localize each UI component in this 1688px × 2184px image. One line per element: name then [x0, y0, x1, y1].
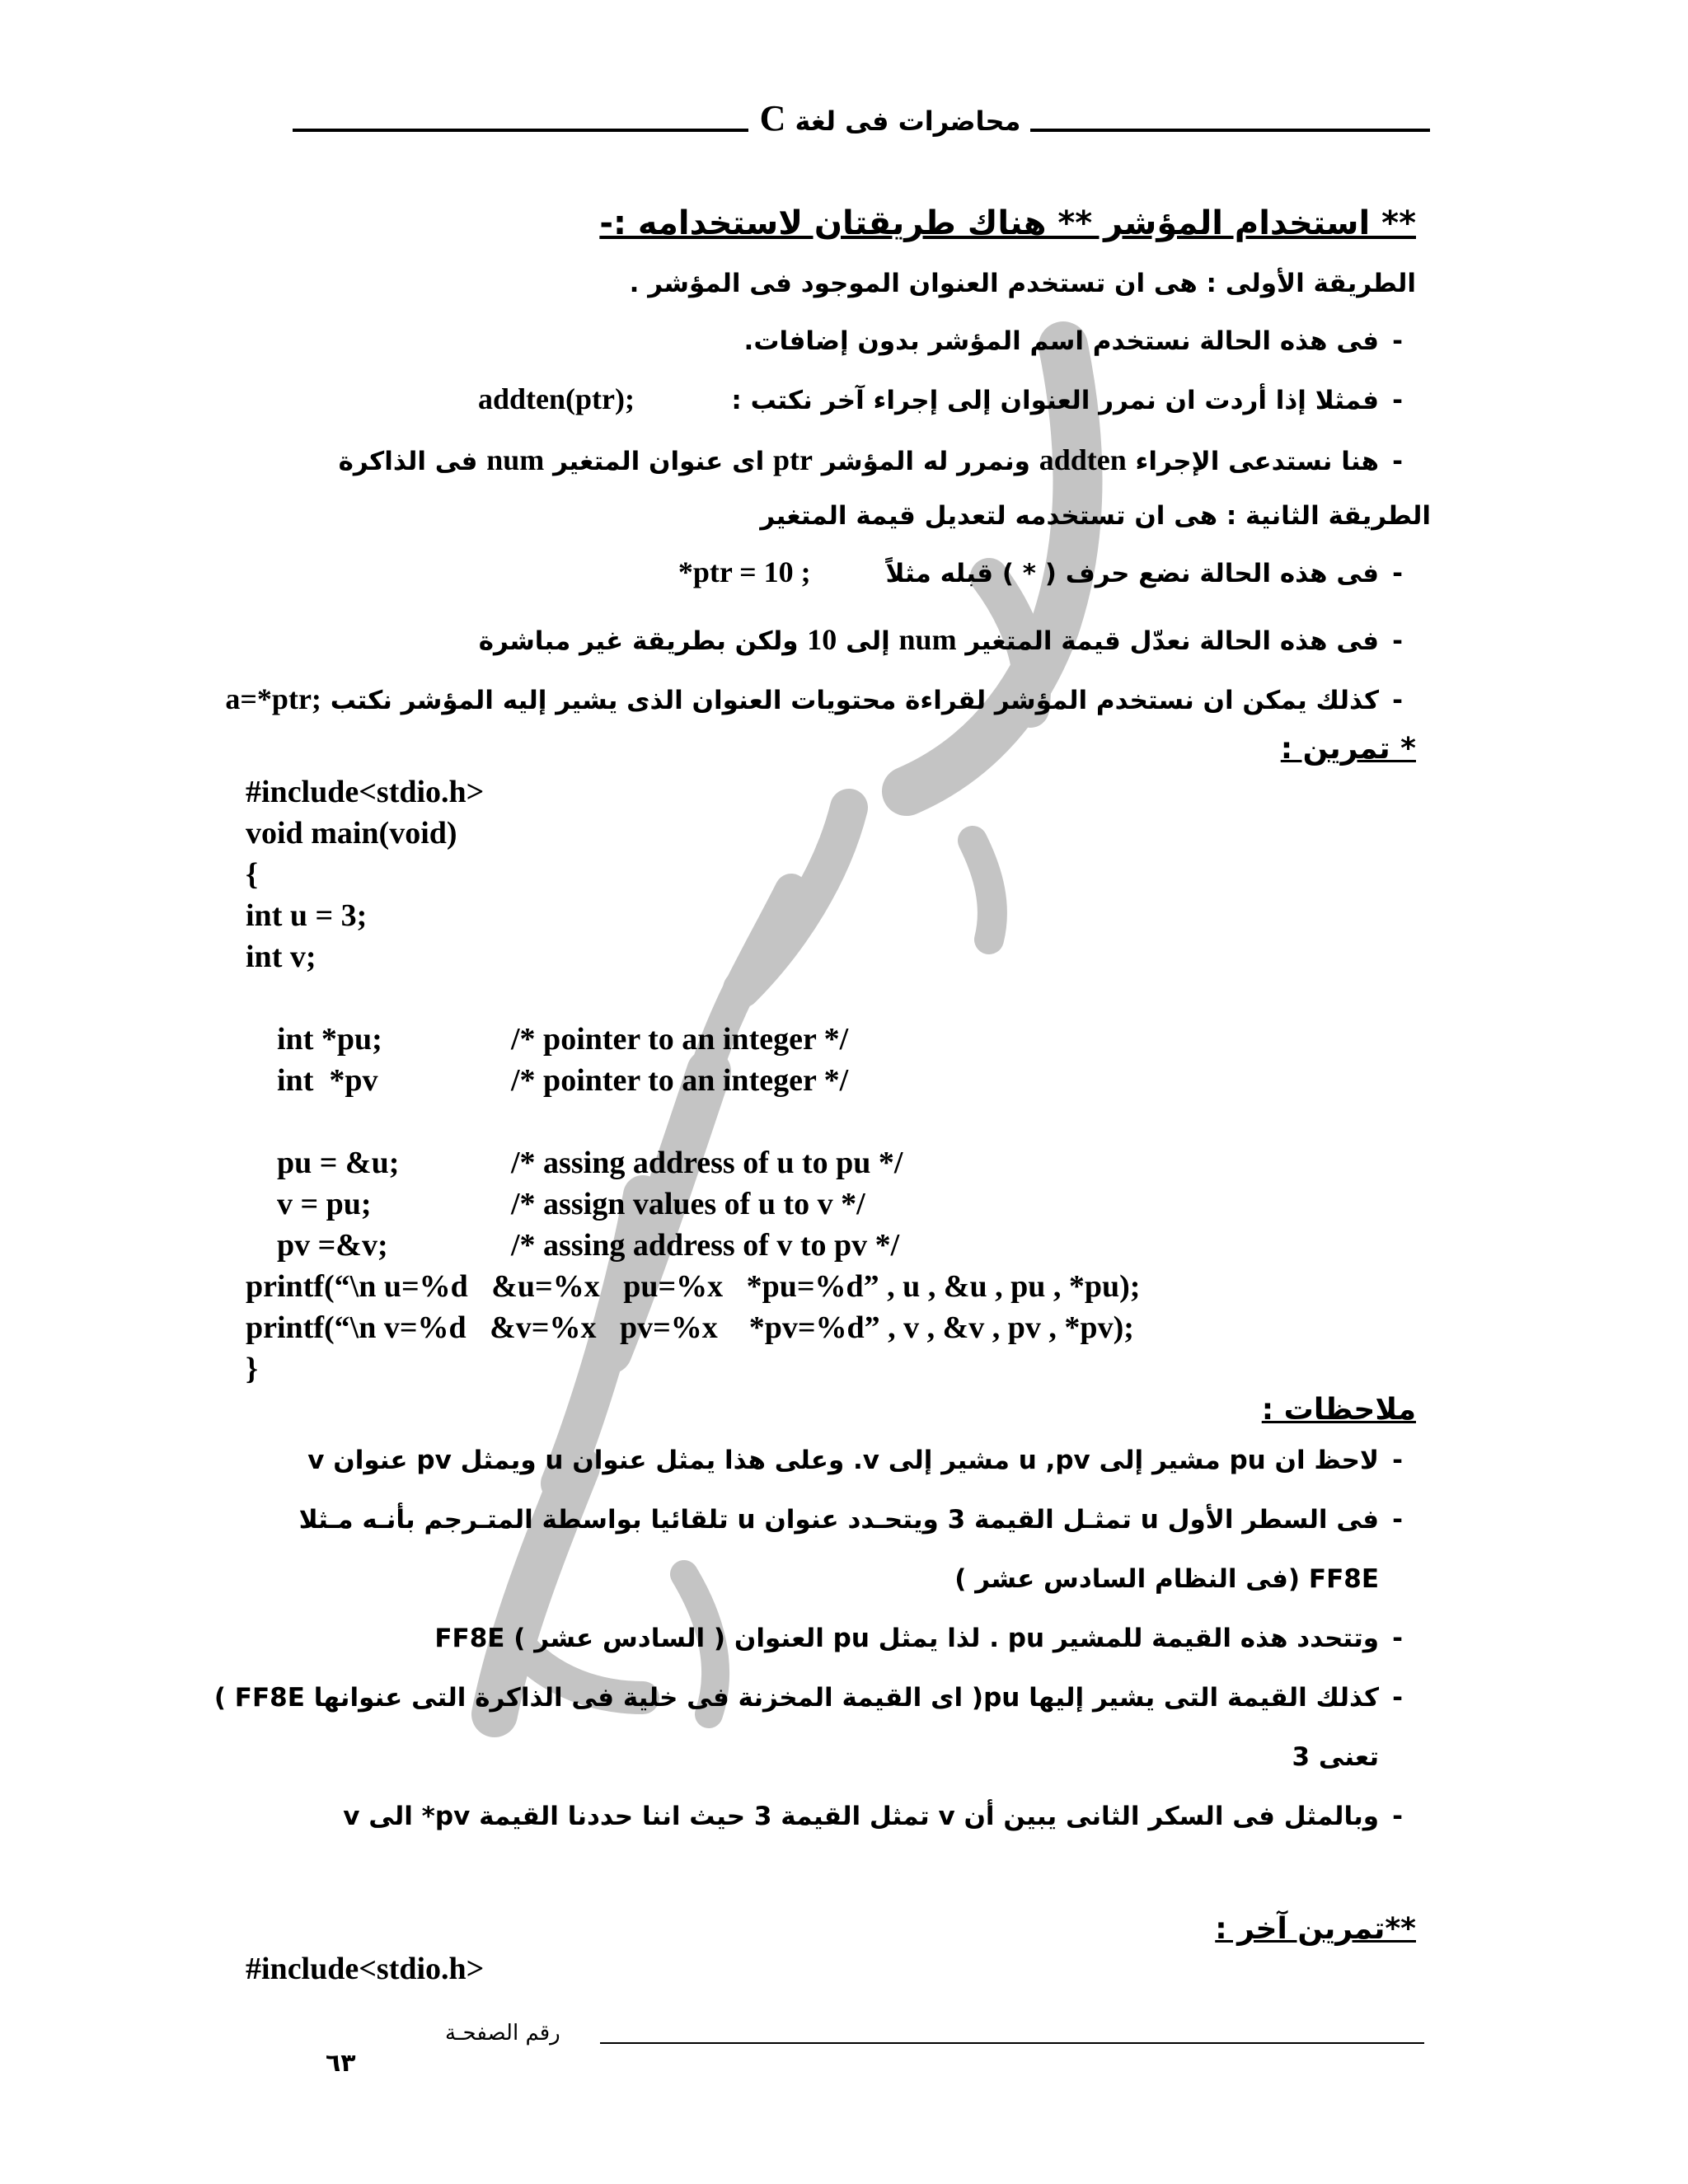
note-3: -وتتحدد هذه القيمة للمشير pu . لذا يمثل pu العنوان ( السادس عشر ) FF8E [434, 1624, 1403, 1653]
code-line-9-comment: /* assign values of u to v */ [511, 1187, 865, 1221]
code-line-7-stmt: int *pv [277, 1063, 378, 1098]
code-line-10-comment: /* assing address of v to pv */ [511, 1228, 900, 1263]
exercise-title: * تمرين : [1280, 732, 1416, 766]
header-rule-right [1030, 129, 1430, 132]
bullet-4: -فى هذه الحالة نضع حرف ( * ) قبله مثلاً *ptr = 10 ; [678, 555, 1403, 588]
method1-text: الطريقة الأولى : هى ان تستخدم العنوان الموجود فى المؤشر . [629, 269, 1416, 298]
code-line-12: printf(“\n v=%d &v=%x pv=%x *pv=%d” , v , &v , pv , *pv); [246, 1310, 1134, 1345]
bullet-5-num: num [898, 623, 957, 656]
bullet-5-ten: 10 [807, 623, 837, 656]
note-5-text: وبالمثل فى السكر الثانى يبين أن v تمثل القيمة 3 حيث اننا حددنا القيمة pv* الى v [343, 1802, 1379, 1831]
bullet-2-code: addten(ptr); [478, 382, 635, 415]
bullet-5-text-a: فى هذه الحالة نعدّل قيمة المتغير [965, 626, 1379, 656]
note-4-line-2: تعنى 3 [1292, 1742, 1379, 1772]
code-line-3: { [246, 857, 258, 892]
bullet-4-text: فى هذه الحالة نضع حرف ( * ) قبله مثلاً [885, 559, 1379, 588]
code-line-9-stmt: v = pu; [277, 1187, 372, 1221]
section-title: ** استخدام المؤشر ** هناك طريقتان لاستخدامه :- [599, 204, 1416, 242]
footer-rule [600, 2042, 1424, 2044]
bullet-3-ptr: ptr [773, 443, 813, 476]
note-1: -لاحظ ان pu مشير إلى u ,pv مشير إلى v. وعلى هذا يمثل عنوان u ويمثل pv عنوان v [307, 1446, 1403, 1475]
notes-title: ملاحظات : [1261, 1393, 1416, 1427]
page-header [754, 97, 1026, 139]
code-line-7-comment: /* pointer to an integer */ [511, 1063, 849, 1098]
method2-text: الطريقة الثانية : هى ان تستخدمه لتعديل قيمة المتغير [760, 501, 1431, 531]
bullet-1-text: فى هذه الحالة نستخدم اسم المؤشر بدون إضافات. [743, 326, 1379, 356]
header-rule-left [293, 129, 748, 132]
code-line-4: int u = 3; [246, 898, 368, 933]
header-title: محاضرات فى لغة [795, 105, 1021, 137]
bullet-5-text-c: ولكن بطريقة غير مباشرة [478, 626, 799, 656]
bullet-4-code: *ptr = 10 ; [678, 555, 811, 588]
code-line-6-comment: /* pointer to an integer */ [511, 1022, 849, 1057]
code-line-1: #include<stdio.h> [246, 775, 485, 809]
bullet-3-text-d: فى الذاكرة [338, 447, 478, 476]
note-2-line-2: FF8E (فى النظام السادس عشر ) [954, 1564, 1379, 1594]
bullet-5: -فى هذه الحالة نعدّل قيمة المتغير num إلى 10 ولكن بطريقة غير مباشرة [478, 623, 1403, 656]
note-1-text: لاحظ ان pu مشير إلى u ,pv مشير إلى v. وعلى هذا يمثل عنوان u ويمثل pv عنوان v [307, 1446, 1379, 1475]
code-line-8-stmt: pu = &u; [277, 1146, 400, 1180]
note-2-text-a: فى السطر الأول u تمثـل القيمة 3 ويتحـدد عنوان u تلقائيا بواسطة المتـرجم بأنـه مـثلا [298, 1505, 1379, 1535]
page-number-label: رقم الصفحـة [445, 2021, 560, 2046]
note-2: -فى السطر الأول u تمثـل القيمة 3 ويتحـدد عنوان u تلقائيا بواسطة المتـرجم بأنـه مـثلا [298, 1505, 1403, 1535]
code-line-6-stmt: int *pu; [277, 1022, 382, 1057]
bullet-6: -كذلك يمكن ان نستخدم المؤشر لقراءة محتويات العنوان الذى يشير إليه المؤشر نكتب a=*ptr; [225, 682, 1403, 715]
note-5: -وبالمثل فى السكر الثانى يبين أن v تمثل القيمة 3 حيث اننا حددنا القيمة pv* الى v [343, 1802, 1403, 1831]
bullet-3-num: num [486, 443, 545, 476]
bullet-3-text-c: اى عنوان المتغير [553, 447, 765, 476]
bullet-3-addten: addten [1039, 443, 1127, 476]
code-line-11: printf(“\n u=%d &u=%x pu=%x *pu=%d” , u , &u , pu , *pu); [246, 1269, 1141, 1304]
bullet-6-code: a=*ptr; [225, 682, 321, 715]
page-number: ٦٣ [326, 2049, 356, 2078]
bullet-2: -فمثلا إذا أردت ان نمرر العنوان إلى إجراء آخر نكتب : addten(ptr); [478, 382, 1403, 415]
bullet-3-text-b: ونمرر له المؤشر [821, 447, 1030, 476]
code-line-10-stmt: pv =&v; [277, 1228, 388, 1263]
code-line-2: void main(void) [246, 816, 457, 851]
bullet-3: -هنا نستدعى الإجراء addten ونمرر له المؤشر ptr اى عنوان المتغير num فى الذاكرة [338, 443, 1403, 476]
bullet-3-text-a: هنا نستدعى الإجراء [1135, 447, 1379, 476]
code-line-8-comment: /* assing address of u to pu */ [511, 1146, 903, 1180]
exercise2-title: **تمرين آخر : [1215, 1912, 1416, 1946]
code-line-13: } [246, 1352, 258, 1386]
header-title-c: C [759, 98, 786, 138]
bullet-5-text-b: إلى [846, 626, 890, 656]
note-3-text: وتتحدد هذه القيمة للمشير pu . لذا يمثل pu العنوان ( السادس عشر ) FF8E [434, 1624, 1379, 1653]
code-line-5: int v; [246, 940, 316, 974]
note-4: -كذلك القيمة التى يشير إليها pu( اى القيمة المخزنة فى خلية فى الذاكرة التى عنوانها FF8E ) [213, 1683, 1403, 1713]
note-4-text-a: كذلك القيمة التى يشير إليها pu( اى القيمة المخزنة فى خلية فى الذاكرة التى عنوانها FF8E ) [213, 1683, 1379, 1713]
bullet-6-text: كذلك يمكن ان نستخدم المؤشر لقراءة محتويات العنوان الذى يشير إليه المؤشر نكتب [330, 686, 1379, 715]
bullet-1: -فى هذه الحالة نستخدم اسم المؤشر بدون إضافات. [743, 326, 1403, 356]
bullet-2-text: فمثلا إذا أردت ان نمرر العنوان إلى إجراء آخر نكتب : [731, 386, 1379, 415]
code2-line-1: #include<stdio.h> [246, 1952, 485, 1986]
